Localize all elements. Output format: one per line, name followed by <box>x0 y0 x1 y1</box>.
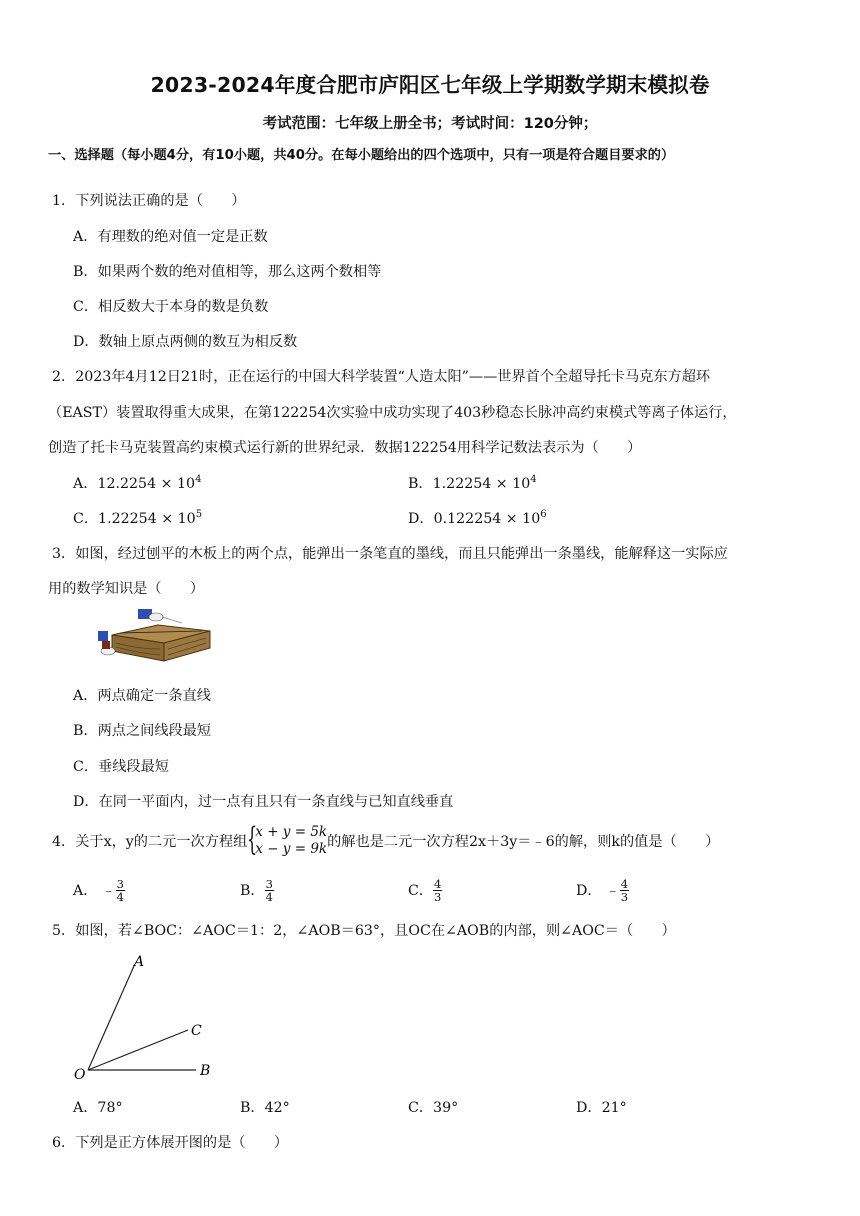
q2-option-d-mantissa: 0.122254 × 10 <box>433 511 541 527</box>
q2-option-d-label: D． <box>408 511 434 527</box>
q4-option-a <box>73 876 125 904</box>
q4-stem-before: 4．关于x，y的二元一次方程组 <box>52 834 248 850</box>
q2-option-c-exp: 5 <box>195 509 203 520</box>
q3-option-c: C．垂线段最短 <box>73 759 169 775</box>
q4-option-d <box>576 876 629 904</box>
q1-stem: 1．下列说法正确的是（ ） <box>52 193 246 209</box>
q4-option-c-fraction <box>433 878 442 903</box>
q4-option-a-denominator: 4 <box>116 889 124 904</box>
brace-icon: { <box>247 820 258 858</box>
q2-option-a-label: A． <box>73 476 98 492</box>
q4-option-b-fraction <box>265 878 274 903</box>
q2-option-a <box>73 473 201 493</box>
q4-option-d-sign: ﹣ <box>605 883 620 899</box>
section-heading: 一、选择题（每小题4分，有10小题，共40分。在每小题给出的四个选项中，只有一项是符合题目要求的） <box>48 148 675 163</box>
q1-option-b: B．如果两个数的绝对值相等，那么这两个数相等 <box>73 264 382 280</box>
q4-option-b-label: B． <box>240 883 265 899</box>
q2-option-a-mantissa: 12.2254 × 10 <box>97 476 196 492</box>
label-a: A <box>134 954 145 970</box>
q3-option-d: D．在同一平面内，过一点有且只有一条直线与已知直线垂直 <box>73 794 454 810</box>
q4-option-d-numerator: 4 <box>620 876 629 891</box>
q1-option-c: C．相反数大于本身的数是负数 <box>73 299 269 315</box>
q4-option-a-fraction <box>116 878 125 903</box>
q2-option-c-mantissa: 1.22254 × 10 <box>98 511 196 527</box>
q4-option-d-denominator: 3 <box>620 889 629 904</box>
exam-title: 2023-2024年度合肥市庐阳区七年级上学期数学期末模拟卷 <box>150 73 710 97</box>
q2-line-2: （EAST）装置取得重大成果，在第122254次实验中成功实现了403秒稳态长脉冲高约束模式等离子体运行， <box>48 405 737 421</box>
q3-line-2: 用的数学知识是（ ） <box>48 581 205 597</box>
wooden-board-illustration <box>98 605 216 667</box>
q4-option-c-numerator: 4 <box>434 876 442 891</box>
q4-stem-after: 的解也是二元一次方程2x＋3y＝﹣6的解，则k的值是（ ） <box>327 834 720 850</box>
q4-option-b-denominator: 4 <box>265 889 273 904</box>
q4-option-b <box>240 876 274 904</box>
label-b: B <box>200 1063 211 1079</box>
q1-option-d: D．数轴上原点两侧的数互为相反数 <box>73 334 298 350</box>
q4-stem <box>52 822 719 860</box>
q4-option-d-label: D． <box>576 883 602 899</box>
label-o: O <box>74 1067 86 1083</box>
q4-option-a-label: A． <box>73 883 98 899</box>
q4-option-c-denominator: 3 <box>434 889 442 904</box>
q3-option-b: B．两点之间线段最短 <box>73 723 212 739</box>
q4-option-c <box>408 876 442 904</box>
q2-option-d-exp: 6 <box>540 509 547 520</box>
q2-option-b-mantissa: 1.22254 × 10 <box>432 476 531 492</box>
exam-subtitle: 考试范围：七年级上册全书；考试时间：120分钟； <box>262 116 598 132</box>
q5-option-d: D．21° <box>576 1100 627 1116</box>
q2-option-b-label: B． <box>408 476 433 492</box>
q5-option-b: B．42° <box>240 1100 290 1116</box>
q3-option-a: A．两点确定一条直线 <box>73 688 211 704</box>
q2-option-a-exp: 4 <box>195 474 202 485</box>
q5-option-c: C．39° <box>408 1100 459 1116</box>
q4-equation-1: x + y = 5k <box>255 824 328 840</box>
q2-option-c-label: C． <box>73 511 99 527</box>
q4-option-a-numerator: 3 <box>116 876 124 891</box>
q4-option-c-label: C． <box>408 883 434 899</box>
q4-equation-2: x − y = 9k <box>255 841 328 857</box>
q5-stem: 5．如图，若∠BOC：∠AOC＝1：2，∠AOB＝63°，且OC在∠AOB的内部，则∠AOC＝（ ） <box>52 923 676 939</box>
q2-option-b-exp: 4 <box>530 474 537 485</box>
label-c: C <box>191 1023 202 1039</box>
q5-option-a: A．78° <box>73 1100 123 1116</box>
q3-line-1: 3．如图，经过刨平的木板上的两个点，能弹出一条笔直的墨线，而且只能弹出一条墨线，能解释这一实际应 <box>52 546 728 562</box>
q6-stem: 6．下列是正方体展开图的是（ ） <box>52 1135 289 1151</box>
q2-line-3: 创造了托卡马克装置高约束模式运行新的世界纪录．数据122254用科学记数法表示为（ ） <box>48 440 642 456</box>
q2-option-b <box>408 473 537 493</box>
q4-equation-system <box>247 820 328 858</box>
q4-option-d-fraction <box>620 878 629 903</box>
q1-option-a: A．有理数的绝对值一定是正数 <box>73 229 268 245</box>
q2-option-c <box>73 508 202 528</box>
q4-option-b-numerator: 3 <box>265 876 273 891</box>
q2-line-1: 2．2023年4月12日21时，正在运行的中国大科学装置“人造太阳”——世界首个全超导托卡马克东方超环 <box>52 369 711 385</box>
q2-option-d <box>408 508 547 528</box>
angle-figure <box>70 948 220 1086</box>
q4-option-a-sign: ﹣ <box>101 883 116 899</box>
